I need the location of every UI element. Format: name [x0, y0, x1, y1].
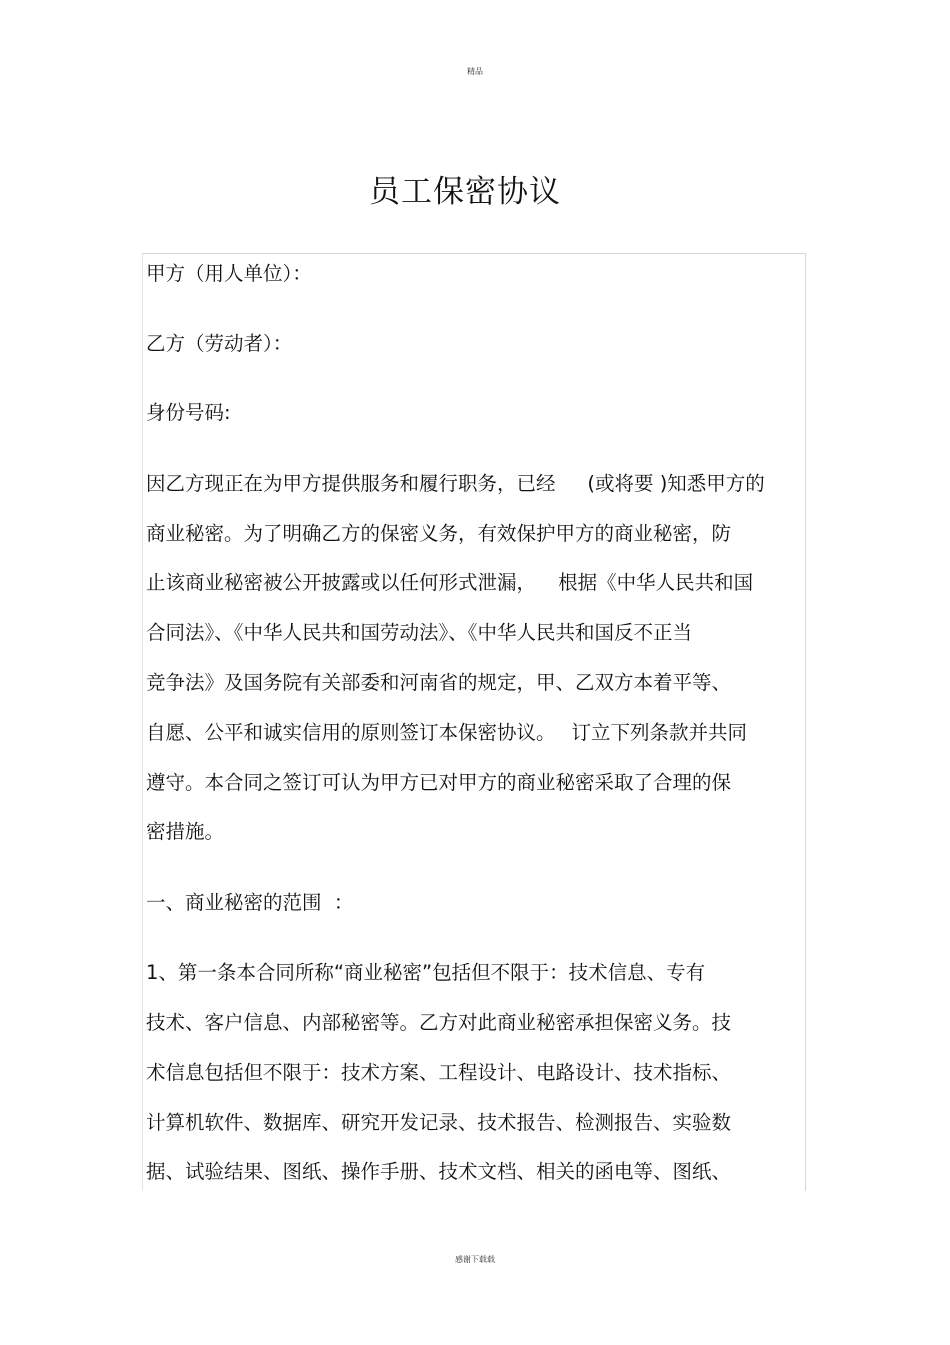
clause-line: 据、试验结果、图纸、操作手册、技术文档、相关的函电等、图纸、: [146, 1160, 732, 1183]
clause-line: 技术、客户信息、内部秘密等。乙方对此商业秘密承担保密义务。技: [146, 1011, 732, 1034]
document-title: 员工保密协议: [369, 174, 561, 210]
party-b-line: 乙方（劳动者）：: [146, 332, 293, 355]
header-watermark: 精品: [467, 67, 483, 76]
footer-watermark: 感谢下载载: [455, 1255, 495, 1264]
preamble-line: 因乙方现正在为甲方提供服务和履行职务，已经 (或将要 )知悉甲方的: [146, 472, 765, 495]
id-number-line: 身份号码:: [146, 401, 231, 424]
clause-line: 1、第一条本合同所称“商业秘密”包括但不限于：技术信息、专有: [146, 961, 706, 984]
preamble-line: 遵守。本合同之签订可认为甲方已对甲方的商业秘密采取了合理的保: [146, 771, 732, 794]
preamble-line: 商业秘密。为了明确乙方的保密义务，有效保护甲方的商业秘密，防: [146, 522, 732, 545]
clause-line: 术信息包括但不限于：技术方案、工程设计、电路设计、技术指标、: [146, 1061, 732, 1084]
preamble-line: 自愿、公平和诚实信用的原则签订本保密协议。 订立下列条款并共同: [146, 721, 747, 744]
preamble-line: 密措施。: [146, 820, 225, 843]
section-heading: 一、商业秘密的范围 ：: [146, 891, 354, 914]
party-a-line: 甲方（用人单位）：: [146, 262, 312, 285]
preamble-line: 竞争法》及国务院有关部委和河南省的规定，甲、乙双方本着平等、: [146, 671, 732, 694]
preamble-line: 合同法》、《中华人民共和国劳动法》、《中华人民共和国反不正当: [146, 621, 693, 644]
clause-line: 计算机软件、数据库、研究开发记录、技术报告、检测报告、实验数: [146, 1111, 732, 1134]
preamble-line: 止该商业秘密被公开披露或以任何形式泄漏， 根据《中华人民共和国: [146, 571, 754, 594]
